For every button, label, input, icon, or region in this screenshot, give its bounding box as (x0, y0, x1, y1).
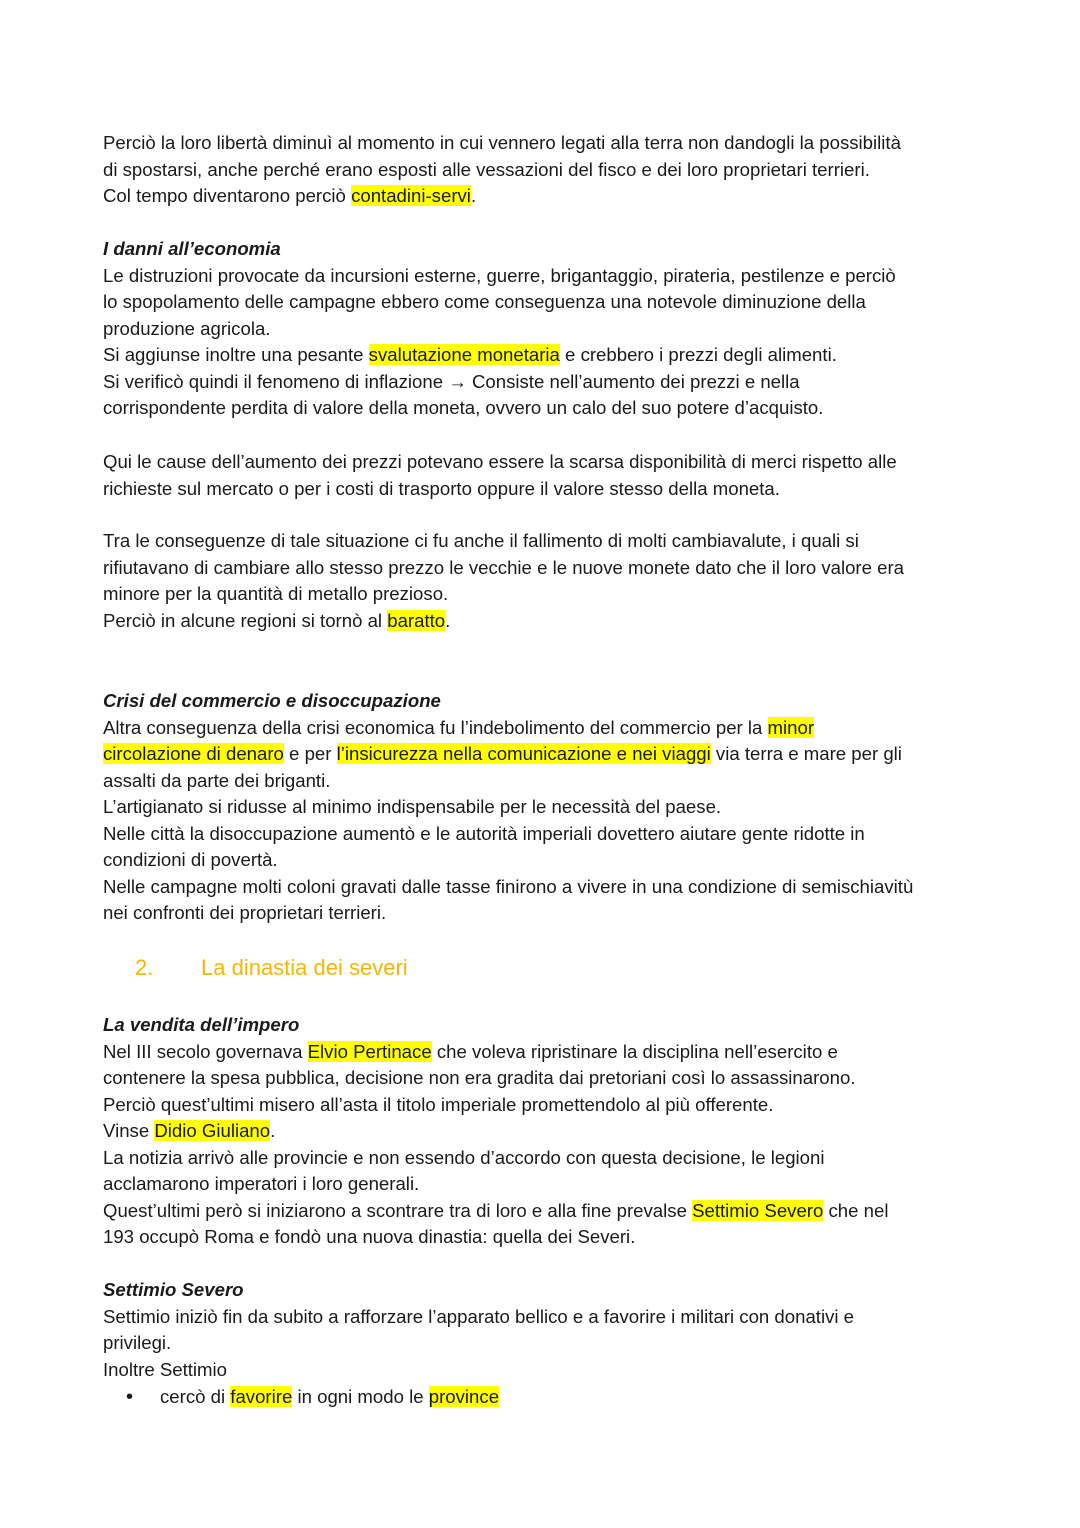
section-vendita-impero (103, 1012, 1003, 1251)
text-line (103, 1039, 1003, 1066)
text-line: Le distruzioni provocate da incursioni esterne, guerre, brigantaggio, pirateria, pestilenze e perciò (103, 264, 896, 286)
text-line: assalti da parte dei briganti. (103, 769, 331, 791)
text-line (103, 1198, 1003, 1225)
text-line: Inoltre Settimio (103, 1358, 228, 1380)
text-line: condizioni di povertà. (103, 849, 278, 870)
text-span: Col tempo diventarono perciò (103, 185, 352, 206)
section-settimio-severo (103, 1277, 1003, 1383)
highlight-minor: minor (767, 716, 815, 738)
chapter-title: La dinastia dei severi (201, 955, 408, 980)
text-line: 193 occupò Roma e fondò una nuova dinastia: quella dei Severi. (103, 1226, 636, 1247)
text-span: . (270, 1120, 276, 1141)
text-span: Vinse (103, 1120, 155, 1141)
section-heading: Crisi del commercio e disoccupazione (103, 690, 441, 711)
highlight-svalutazione: svalutazione monetaria (368, 344, 560, 365)
text-line: Qui le cause dell’aumento dei prezzi potevano essere la scarsa disponibilità di merci rispetto alle (103, 451, 897, 472)
highlight-province: province (428, 1386, 500, 1407)
text-line: contenere la spesa pubblica, decisione non era gradita dai pretoriani così lo assassinarono. (103, 1067, 856, 1088)
text-line: di spostarsi, anche perché erano esposti alle vessazioni del fisco e dei loro proprietari terrieri. (103, 158, 870, 180)
text-line: produzione agricola. (103, 317, 271, 339)
text-line: nei confronti dei proprietari terrieri. (103, 902, 387, 923)
text-line: acclamarono imperatori i loro generali. (103, 1173, 420, 1194)
text-span: Perciò in alcune regioni si tornò al (103, 609, 388, 631)
text-span: . (470, 185, 477, 206)
text-span: Quest’ultimi però si iniziarono a scontrare tra di loro e alla fine prevalse (103, 1199, 693, 1221)
text-line: Si verificò quindi il fenomeno di inflazione → Consiste nell’aumento dei prezzi e nella (103, 370, 800, 392)
text-span: Altra conseguenza della crisi economica fu l’indebolimento del commercio per la (103, 716, 768, 738)
text-line: Perciò quest’ultimi misero all’asta il titolo imperiale promettendolo al più offerente. (103, 1093, 774, 1115)
text-span: via terra e mare per gli (710, 743, 902, 764)
text-line (103, 342, 1003, 369)
highlight-favorire: favorire (230, 1386, 293, 1407)
text-line: rifiutavano di cambiare allo stesso prezzo le vecchie e le nuove monete dato che il loro valore era (103, 556, 905, 578)
bullet-item (126, 1384, 499, 1411)
section-crisi-commercio (103, 688, 1003, 927)
text-line: minore per la quantità di metallo prezioso. (103, 583, 449, 604)
section-danni-economia (103, 236, 1003, 422)
highlight-elvio-pertinace: Elvio Pertinace (307, 1040, 432, 1062)
bullet-icon: • (126, 1386, 134, 1408)
text-line (103, 608, 1003, 635)
text-line (103, 183, 1003, 210)
text-line: privilegi. (103, 1332, 172, 1353)
highlight-didio-giuliano: Didio Giuliano (154, 1120, 271, 1141)
text-line: Perciò la loro libertà diminuì al momento in cui vennero legati alla terra non dandogli la possibilità (103, 132, 901, 153)
paragraph-intro (103, 130, 1003, 210)
text-span: che nel (823, 1199, 889, 1221)
highlight-settimio-severo: Settimio Severo (692, 1199, 824, 1221)
text-span: . (445, 609, 451, 631)
highlight-contadini-servi: contadini-servi (351, 185, 471, 206)
chapter-number: 2. (135, 955, 154, 980)
text-line: Nelle campagne molti coloni gravati dalle tasse finirono a vivere in una condizione di semischiavitù (103, 875, 914, 897)
text-span: cercò di (160, 1386, 231, 1407)
text-span: in ogni modo le (292, 1386, 429, 1407)
text-span: Nel III secolo governava (103, 1040, 308, 1062)
highlight-insicurezza: l’insicurezza nella comunicazione e nei viaggi (336, 743, 711, 764)
text-line: La notizia arrivò alle provincie e non essendo d’accordo con questa decisione, le legioni (103, 1146, 825, 1168)
highlight-circolazione: circolazione di denaro (103, 743, 284, 764)
section-heading: La vendita dell’impero (103, 1014, 300, 1035)
text-line (103, 1118, 1003, 1145)
text-line: corrispondente perdita di valore della moneta, ovvero un calo del suo potere d’acquisto. (103, 397, 824, 418)
text-line: L’artigianato si ridusse al minimo indispensabile per le necessità del paese. (103, 796, 722, 817)
chapter-heading (135, 955, 408, 982)
text-line: Settimio iniziò fin da subito a rafforzare l’apparato bellico e a favorire i militari con donativi e (103, 1305, 855, 1327)
text-line: Nelle città la disoccupazione aumentò e le autorità imperiali dovettero aiutare gente ridotte in (103, 822, 865, 844)
paragraph-cause-prezzi (103, 449, 1003, 502)
text-span: e crebbero i prezzi degli alimenti. (559, 344, 837, 365)
text-line: Tra le conseguenze di tale situazione ci fu anche il fallimento di molti cambiavalute, i quali si (103, 530, 859, 551)
section-heading: I danni all’economia (103, 238, 281, 259)
text-line: richieste sul mercato o per i costi di trasporto oppure il valore stesso della moneta. (103, 477, 780, 499)
paragraph-cambiavalute (103, 528, 1003, 634)
text-span: che voleva ripristinare la disciplina nell’esercito e (431, 1040, 838, 1062)
text-line: lo spopolamento delle campagne ebbero come conseguenza una notevole diminuzione della (103, 291, 866, 312)
text-span: e per (283, 743, 337, 764)
section-heading: Settimio Severo (103, 1279, 244, 1300)
text-line (103, 715, 1003, 742)
text-line (103, 741, 1003, 768)
highlight-baratto: baratto (387, 609, 446, 631)
text-span: Si aggiunse inoltre una pesante (103, 344, 369, 365)
